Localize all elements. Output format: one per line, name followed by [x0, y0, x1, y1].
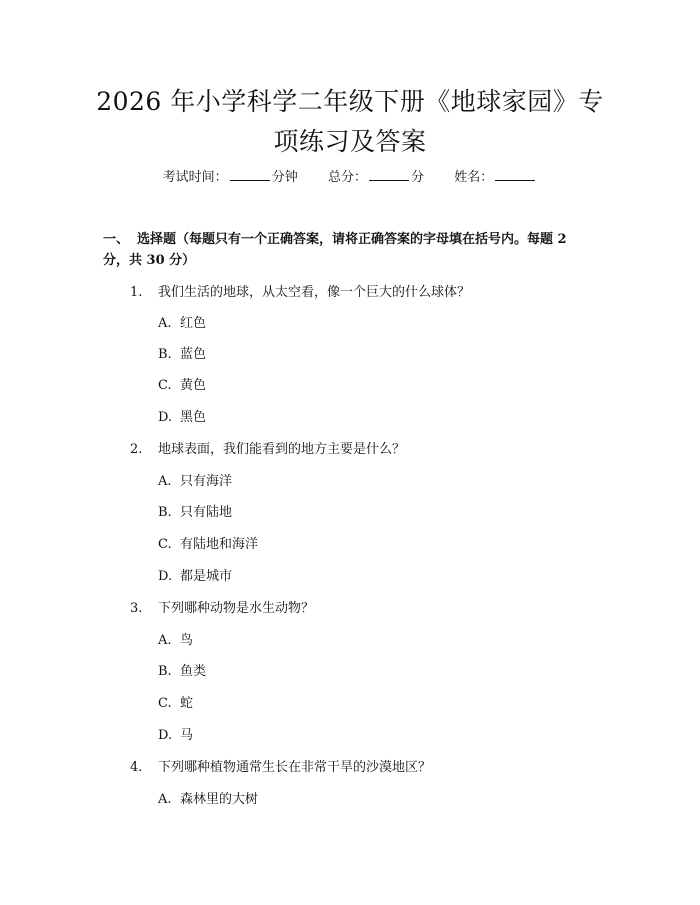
question-3-option-a	[158, 631, 193, 651]
section-instruction-line-2: 分，共 30 分）	[103, 253, 196, 268]
question-1	[130, 283, 470, 303]
option-text: 黑色	[180, 410, 207, 425]
option-letter: D.	[158, 410, 173, 425]
question-3-option-b	[158, 662, 206, 682]
question-2-option-d	[158, 567, 232, 587]
question-1-option-d	[158, 408, 206, 428]
option-text: 鸟	[180, 633, 194, 648]
option-text: 都是城市	[180, 569, 233, 584]
option-letter: C.	[158, 696, 172, 711]
total-score-blank	[369, 168, 409, 181]
section-instruction-line-1: 选择题（每题只有一个正确答案，请将正确答案的字母填在括号内。每题 2	[137, 232, 567, 247]
option-letter: D.	[158, 569, 173, 584]
question-2-option-b	[158, 503, 232, 523]
option-text: 有陆地和海洋	[180, 537, 259, 552]
question-2	[130, 440, 405, 460]
question-4	[130, 758, 431, 778]
question-3-option-d	[158, 726, 193, 746]
option-text: 马	[180, 728, 194, 743]
exam-time-label: 考试时间：	[162, 170, 228, 185]
question-3	[130, 599, 314, 619]
question-text: 地球表面，我们能看到的地方主要是什么？	[158, 442, 406, 457]
question-text: 我们生活的地球，从太空看，像一个巨大的什么球体？	[158, 285, 471, 300]
option-letter: C.	[158, 378, 172, 393]
question-number: 1.	[130, 285, 143, 300]
exam-time-blank	[230, 168, 270, 181]
option-letter: C.	[158, 537, 172, 552]
exam-time-unit: 分钟	[271, 170, 298, 185]
question-1-option-b	[158, 345, 206, 365]
option-letter: B.	[158, 664, 172, 679]
student-name-blank	[495, 168, 535, 181]
option-text: 蓝色	[180, 347, 207, 362]
option-letter: B.	[158, 505, 172, 520]
section-heading	[103, 229, 603, 271]
option-letter: D.	[158, 728, 173, 743]
document-title-line-2: 项练习及答案	[273, 127, 427, 156]
document-title-line-1: 2026 年小学科学二年级下册《地球家园》专	[96, 87, 604, 116]
option-text: 只有海洋	[180, 474, 233, 489]
option-text: 只有陆地	[180, 505, 233, 520]
exam-info-line	[0, 168, 700, 188]
question-4-option-a	[158, 790, 258, 810]
question-1-option-a	[158, 314, 206, 334]
total-score-label: 总分：	[327, 170, 367, 185]
option-text: 蛇	[180, 696, 194, 711]
option-letter: A.	[158, 316, 172, 331]
question-text: 下列哪种动物是水生动物？	[158, 601, 315, 616]
student-name-label: 姓名：	[454, 170, 494, 185]
question-2-option-c	[158, 535, 258, 555]
section-number: 一、	[103, 232, 130, 247]
option-letter: A.	[158, 792, 172, 807]
total-score-unit: 分	[411, 170, 425, 185]
option-letter: A.	[158, 633, 172, 648]
question-number: 4.	[130, 760, 143, 775]
option-letter: B.	[158, 347, 172, 362]
option-letter: A.	[158, 474, 172, 489]
question-3-option-c	[158, 694, 193, 714]
question-2-option-a	[158, 472, 232, 492]
question-number: 3.	[130, 601, 143, 616]
option-text: 黄色	[180, 378, 207, 393]
option-text: 红色	[180, 316, 207, 331]
option-text: 鱼类	[180, 664, 207, 679]
option-text: 森林里的大树	[180, 792, 259, 807]
question-1-option-c	[158, 376, 206, 396]
question-number: 2.	[130, 442, 143, 457]
question-text: 下列哪种植物通常生长在非常干旱的沙漠地区？	[158, 760, 432, 775]
